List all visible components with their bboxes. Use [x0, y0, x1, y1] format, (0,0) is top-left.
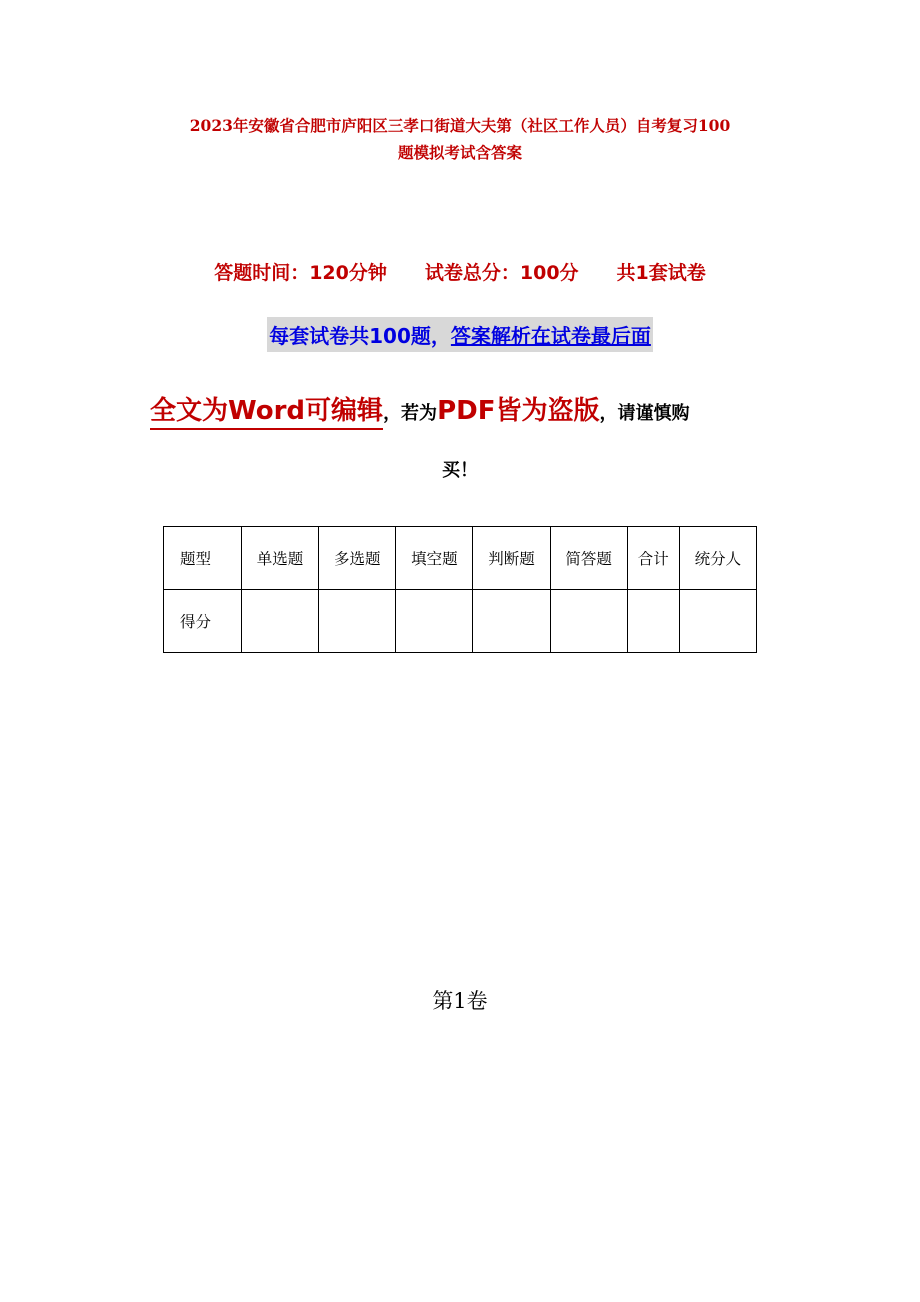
header-total: 合计 — [627, 527, 679, 590]
header-true-false: 判断题 — [473, 527, 550, 590]
notice-answers-location: 答案解析在试卷最后面 — [450, 324, 651, 348]
row-label-score: 得分 — [164, 590, 242, 653]
notice-highlight — [267, 317, 653, 352]
header-fill-blank: 填空题 — [396, 527, 473, 590]
warning-connector: ，若为 — [383, 403, 438, 424]
document-title-line-2: 题模拟考试含答案 — [397, 143, 522, 162]
header-multiple-choice: 多选题 — [319, 527, 396, 590]
document-title-line-1: 2023年安徽省合肥市庐阳区三孝口街道大夫第（社区工作人员）自考复习100 — [189, 116, 731, 135]
score-cell-total — [627, 590, 679, 653]
score-cell-true-false — [473, 590, 550, 653]
exam-total-score: 试卷总分：100分 — [424, 262, 579, 284]
document-title — [110, 112, 810, 166]
header-single-choice: 单选题 — [241, 527, 318, 590]
copyright-warning — [150, 390, 780, 427]
warning-word-editable: 全文为Word可编辑 — [150, 396, 383, 430]
header-short-answer: 简答题 — [550, 527, 627, 590]
header-scorer: 统分人 — [679, 527, 756, 590]
score-cell-single-choice — [241, 590, 318, 653]
notice-banner — [0, 317, 920, 352]
warning-pdf-pirated: PDF皆为盗版 — [437, 396, 600, 426]
volume-label: 第1卷 — [432, 989, 488, 1013]
copyright-warning-line-2: 买！ — [442, 460, 478, 481]
score-cell-short-answer — [550, 590, 627, 653]
score-cell-multiple-choice — [319, 590, 396, 653]
header-question-type: 题型 — [164, 527, 242, 590]
score-cell-scorer — [679, 590, 756, 653]
score-table-score-row — [164, 590, 757, 653]
exam-info — [0, 258, 920, 285]
score-cell-fill-blank — [396, 590, 473, 653]
warning-caution: ，请谨慎购 — [599, 403, 690, 424]
exam-time: 答题时间：120分钟 — [214, 262, 387, 284]
score-table — [163, 526, 757, 653]
score-table-header-row — [164, 527, 757, 590]
exam-set-count: 共1套试卷 — [616, 262, 706, 284]
notice-question-count: 每套试卷共100题， — [269, 324, 451, 348]
